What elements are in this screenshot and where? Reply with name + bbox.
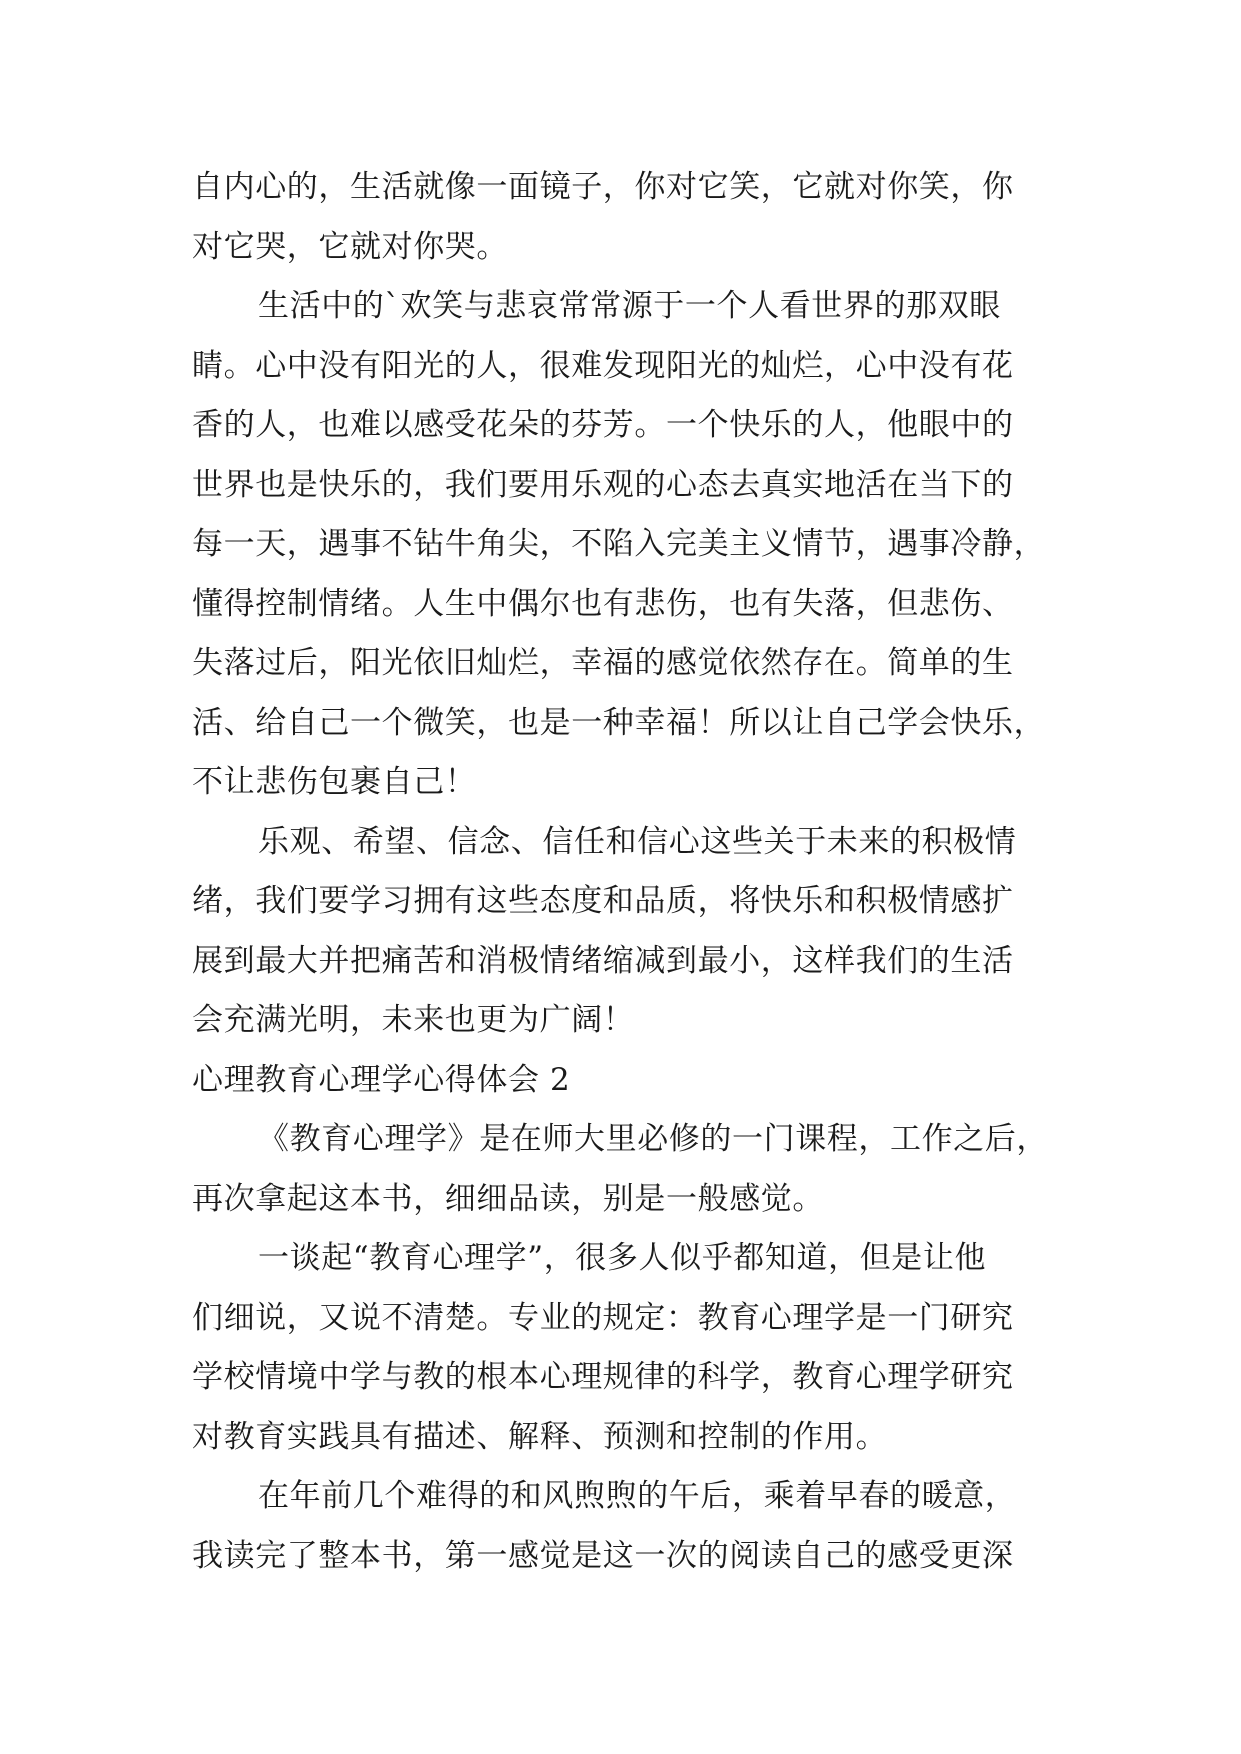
- text-line: 对它哭，它就对你哭。: [192, 228, 508, 265]
- text-line: 活、给自己一个微笑，也是一种幸福！所以让自己学会快乐，: [192, 704, 1046, 741]
- text-line: 展到最大并把痛苦和消极情绪缩减到最小，这样我们的生活: [192, 942, 1014, 979]
- section-heading: 心理教育心理学心得体会 2: [192, 1061, 571, 1098]
- paragraph-first-line: 生活中的`欢笑与悲哀常常源于一个人看世界的那双眼: [258, 288, 1001, 324]
- paragraph-first-line: 一谈起“教育心理学”，很多人似乎都知道，但是让他: [258, 1240, 987, 1276]
- text-line: 睛。心中没有阳光的人，很难发现阳光的灿烂，心中没有花: [192, 347, 1014, 384]
- paragraph-first-line: 《教育心理学》是在师大里必修的一门课程，工作之后，: [258, 1121, 1048, 1157]
- text-line: 我读完了整本书，第一感觉是这一次的阅读自己的感受更深: [192, 1537, 1014, 1574]
- text-line: 学校情境中学与教的根本心理规律的科学，教育心理学研究: [192, 1359, 1014, 1395]
- text-line: 失落过后，阳光依旧灿烂，幸福的感觉依然存在。简单的生: [192, 645, 1014, 681]
- text-line: 再次拿起这本书，细细品读，别是一般感觉。: [192, 1180, 824, 1217]
- document-body: [192, 158, 1072, 1586]
- paragraph-first-line: 在年前几个难得的和风煦煦的午后，乘着早春的暖意，: [258, 1478, 1017, 1514]
- text-line: 每一天，遇事不钻牛角尖，不陷入完美主义情节，遇事冷静，: [192, 526, 1046, 562]
- paragraph-first-line: 乐观、希望、信念、信任和信心这些关于未来的积极情: [258, 823, 1017, 860]
- text-line: 绪，我们要学习拥有这些态度和品质，将快乐和积极情感扩: [192, 883, 1014, 919]
- text-line: 世界也是快乐的，我们要用乐观的心态去真实地活在当下的: [192, 466, 1014, 503]
- text-line: 对教育实践具有描述、解释、预测和控制的作用。: [192, 1418, 888, 1455]
- text-line: 香的人，也难以感受花朵的芬芳。一个快乐的人，他眼中的: [192, 407, 1014, 443]
- text-line: 会充满光明，未来也更为广阔！: [192, 1002, 635, 1038]
- text-line: 不让悲伤包裹自己！: [192, 764, 477, 800]
- text-line: 懂得控制情绪。人生中偶尔也有悲伤，也有失落，但悲伤、: [192, 585, 1014, 622]
- text-line: 自内心的，生活就像一面镜子，你对它笑，它就对你笑，你: [192, 169, 1014, 205]
- text-line: 们细说，又说不清楚。专业的规定：教育心理学是一门研究: [192, 1299, 1014, 1336]
